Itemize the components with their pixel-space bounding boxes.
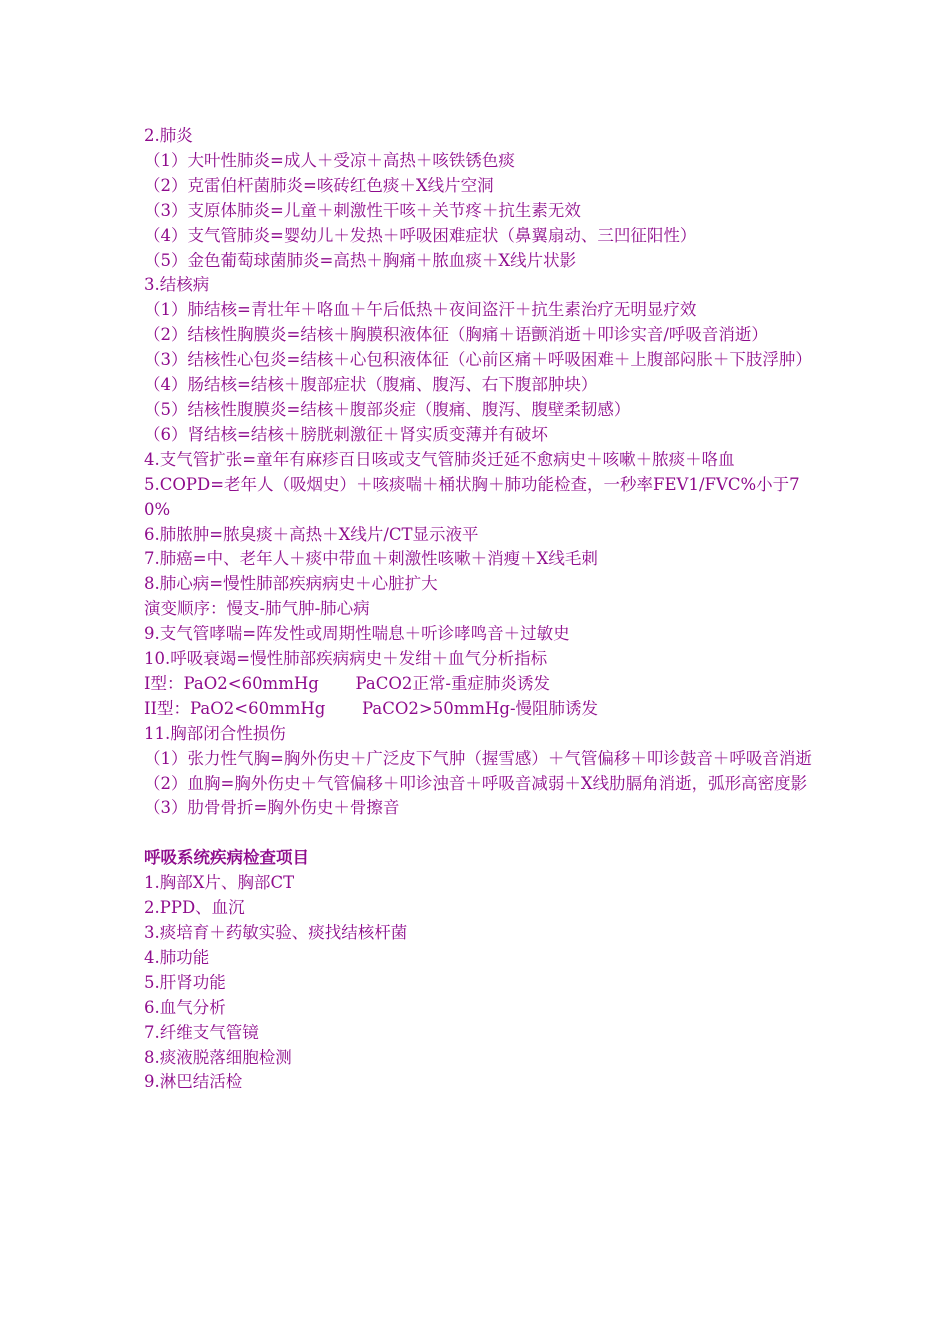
text-line: （2）结核性胸膜炎=结核＋胸膜积液体征（胸痛＋语颤消逝＋叩诊实音/呼吸音消逝） xyxy=(144,325,768,345)
text-line: 演变顺序：慢支-肺气肿-肺心病 xyxy=(144,599,370,619)
exam-item: 1.胸部X片、胸部CT xyxy=(144,873,295,893)
text-line: 7.肺癌=中、老年人＋痰中带血＋刺激性咳嗽＋消瘦＋X线毛刺 xyxy=(144,549,598,569)
text-line: （5）金色葡萄球菌肺炎=高热＋胸痛＋脓血痰＋X线片状影 xyxy=(144,250,577,270)
exam-item: 8.痰液脱落细胞检测 xyxy=(144,1047,292,1067)
exam-item: 3.痰培育＋药敏实验、痰找结核杆菌 xyxy=(144,922,408,942)
text-line: 10.呼吸衰竭=慢性肺部疾病病史＋发绀＋血气分析指标 xyxy=(144,649,548,669)
text-line: 6.肺脓肿=脓臭痰＋高热＋X线片/CT显示液平 xyxy=(144,524,479,544)
exam-item: 4.肺功能 xyxy=(144,947,210,967)
text-line: （2）血胸=胸外伤史＋气管偏移＋叩诊浊音＋呼吸音减弱＋X线肋膈角消逝，弧形高密度影 xyxy=(144,773,808,793)
text-line: （4）支气管肺炎=婴幼儿＋发热＋呼吸困难症状（鼻翼扇动、三凹征阳性） xyxy=(144,225,697,245)
text-line: （3）肋骨骨折=胸外伤史＋骨擦音 xyxy=(144,798,400,818)
text-line: （2）克雷伯杆菌肺炎=咳砖红色痰＋X线片空洞 xyxy=(144,175,494,195)
text-line: （1）大叶性肺炎=成人＋受凉＋高热＋咳铁锈色痰 xyxy=(144,150,515,170)
exam-item: 5.肝肾功能 xyxy=(144,972,226,992)
text-line: I型：PaO2<60mmHg PaCO2正常-重症肺炎诱发 xyxy=(144,673,550,693)
text-line: 5.COPD=老年人（吸烟史）＋咳痰喘＋桶状胸＋肺功能检查，一秒率FEV1/FVC%小于70% xyxy=(144,474,800,519)
text-line: （6）肾结核=结核＋膀胱刺激征＋肾实质变薄并有破坏 xyxy=(144,424,548,444)
exam-item: 7.纤维支气管镜 xyxy=(144,1022,259,1042)
text-line: 11.胸部闭合性损伤 xyxy=(144,723,286,743)
disease-summary-section xyxy=(144,124,812,821)
exam-item: 9.淋巴结活检 xyxy=(144,1072,243,1092)
text-line: （5）结核性腹膜炎=结核＋腹部炎症（腹痛、腹泻、腹壁柔韧感） xyxy=(144,399,631,419)
text-line: （1）张力性气胸=胸外伤史＋广泛皮下气肿（握雪感）＋气管偏移＋叩诊鼓音＋呼吸音消逝 xyxy=(144,748,812,768)
text-line: 8.肺心病=慢性肺部疾病病史＋心脏扩大 xyxy=(144,574,438,594)
text-line: II型：PaO2<60mmHg PaCO2>50mmHg-慢阻肺诱发 xyxy=(144,698,599,718)
text-line: 4.支气管扩张=童年有麻疹百日咳或支气管肺炎迁延不愈病史＋咳嗽＋脓痰＋咯血 xyxy=(144,449,735,469)
exam-item: 6.血气分析 xyxy=(144,997,226,1017)
text-line: （1）肺结核=青壮年＋咯血＋午后低热＋夜间盗汗＋抗生素治疗无明显疗效 xyxy=(144,300,697,320)
text-line: （3）支原体肺炎=儿童＋刺激性干咳＋关节疼＋抗生素无效 xyxy=(144,200,581,220)
exam-item: 2.PPD、血沉 xyxy=(144,898,245,918)
section-spacer xyxy=(144,821,812,846)
text-line: （4）肠结核=结核＋腹部症状（腹痛、腹泻、右下腹部肿块） xyxy=(144,375,598,395)
text-line: 3.结核病 xyxy=(144,275,210,295)
exam-items-heading: 呼吸系统疾病检查项目 xyxy=(144,848,309,868)
text-line: 2.肺炎 xyxy=(144,126,193,145)
exam-items-list xyxy=(144,871,812,1095)
text-line: （3）结核性心包炎=结核＋心包积液体征（心前区痛＋呼吸困难＋上腹部闷胀＋下肢浮肿） xyxy=(144,350,812,370)
text-line: 9.支气管哮喘=阵发性或周期性喘息＋听诊哮鸣音＋过敏史 xyxy=(144,624,570,644)
document-page xyxy=(144,124,812,1095)
